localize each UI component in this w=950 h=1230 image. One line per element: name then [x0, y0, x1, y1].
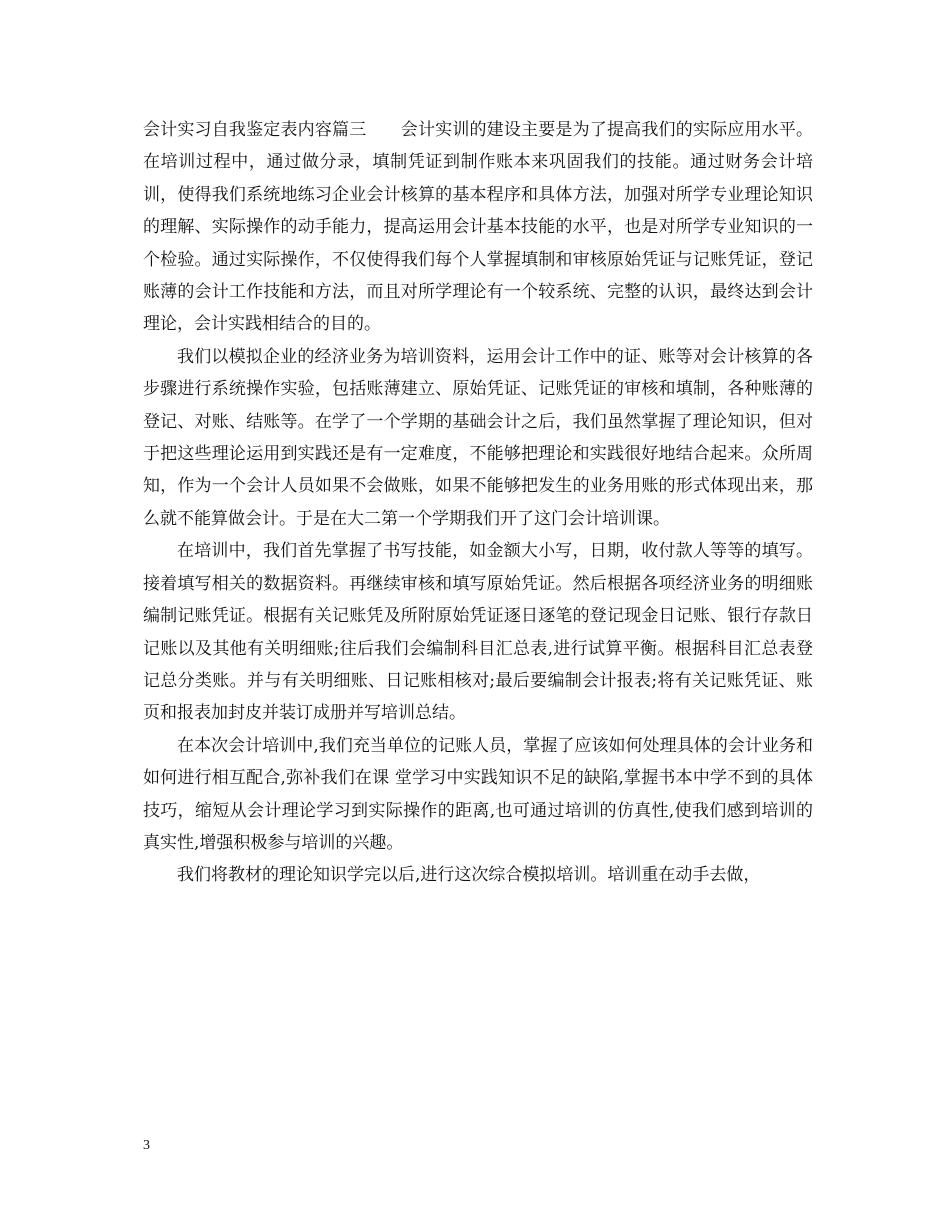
- document-body: [143, 114, 813, 892]
- paragraph-intro: 会计实习自我鉴定表内容篇三 会计实训的建设主要是为了提高我们的实际应用水平。在培训过程中，通过做分录，填制凭证到制作账本来巩固我们的技能。通过财务会计培训，使得我们系统地练习企业会计核算的基本程序和具体方法，加强对所学专业理论知识的理解、实际操作的动手能力，提高运用会计基本技能的水平，也是对所学专业知识的一个检验。通过实际操作，不仅使得我们每个人掌握填制和审核原始凭证与记账凭证，登记账薄的会计工作技能和方法，而且对所学理论有一个较系统、完整的认识，最终达到会计理论，会计实践相结合的目的。: [143, 120, 813, 335]
- paragraph-practice: 我们将教材的理论知识学完以后,进行这次综合模拟培训。培训重在动手去做，: [177, 865, 761, 886]
- paragraph-simulation: 我们以模拟企业的经济业务为培训资料，运用会计工作中的证、账等对会计核算的各步骤进行系统操作实验，包括账薄建立、原始凭证、记账凭证的审核和填制，各种账薄的登记、对账、结账等。在学了一个学期的基础会计之后，我们虽然掌握了理论知识，但对于把这些理论运用到实践还是有一定难度，不能够把理论和实践很好地结合起来。众所周知，作为一个会计人员如果不会做账，如果不能够把发生的业务用账的形式体现出来，那么就不能算做会计。于是在大二第一个学期我们开了这门会计培训课。: [143, 346, 813, 529]
- paragraph-training-benefits: 在本次会计培训中,我们充当单位的记账人员，掌握了应该如何处理具体的会计业务和如何进行相互配合,弥补我们在课 堂学习中实践知识不足的缺陷,掌握书本中学不到的具体技巧，缩短从会计理论学习到实际操作的距离,也可通过培训的仿真性,使我们感到培训的真实性,增强积极参与培训的兴趣。: [143, 735, 813, 853]
- paragraph-training-steps: 在培训中，我们首先掌握了书写技能，如金额大小写，日期，收付款人等等的填写。接着填写相关的数据资料。再继续审核和填写原始凭证。然后根据各项经济业务的明细账编制记账凭证。根据有关记账凭及所附原始凭证逐日逐笔的登记现金日记账、银行存款日记账以及其他有关明细账;往后我们会编制科目汇总表,进行试算平衡。根据科目汇总表登记总分类账。并与有关明细账、日记账相核对;最后要编制会计报表;将有关记账凭证、账页和报表加封皮并装订成册并写培训总结。: [143, 541, 813, 724]
- page-number: 3: [143, 1138, 150, 1153]
